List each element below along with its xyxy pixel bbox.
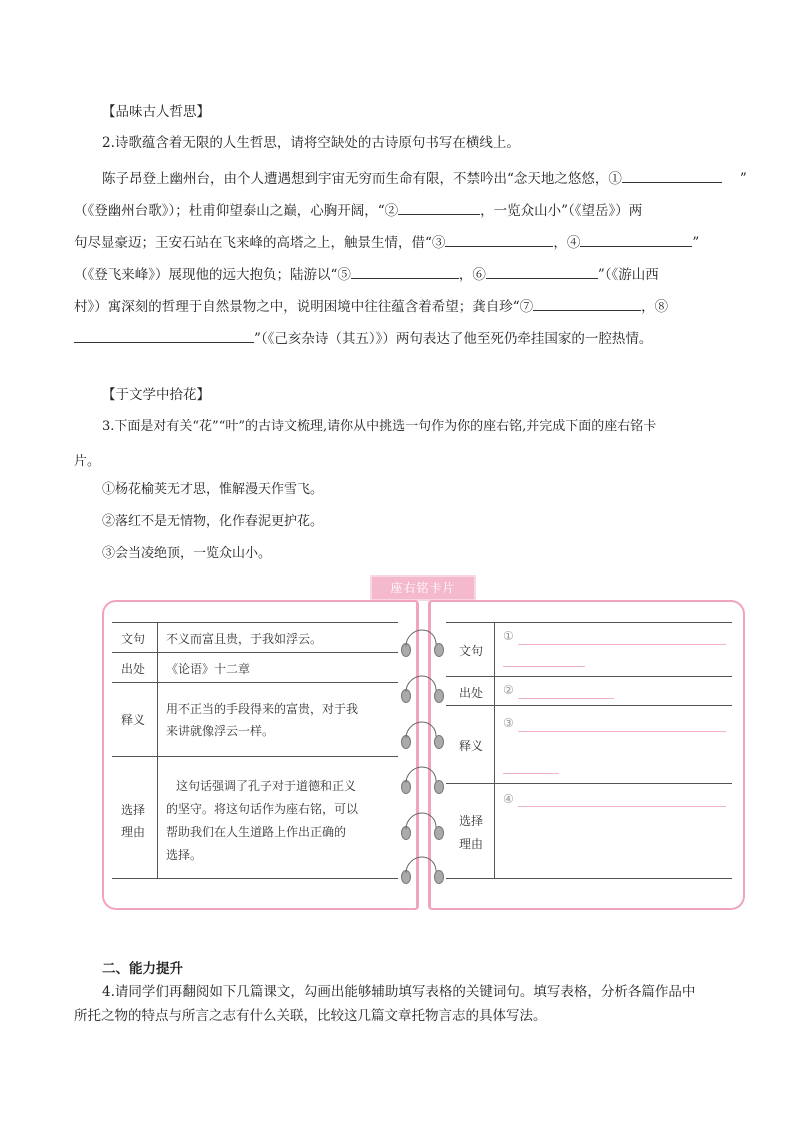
line-text: 陈子昂登上幽州台，由个人遭遇想到宇宙无穷而生命有限，不禁吟出“念天地之悠悠，①	[102, 171, 622, 187]
right-table-line	[446, 622, 732, 623]
line-text: ”	[739, 171, 747, 187]
line-text: 句尽显豪迈；王安石站在飞来峰的高塔之上，触景生情，借“③	[74, 235, 446, 251]
line-text: （《登飞来峰》）展现他的远大抱负；陆游以“⑤	[74, 267, 351, 283]
line-text: ，一览众山小”（《望岳》）两	[480, 203, 643, 219]
blank-7[interactable]	[533, 296, 641, 311]
section-heading-philosophy: 【品味古人哲思】	[102, 104, 210, 120]
left-label-sentence: 文句	[121, 632, 146, 646]
left-value-reason-4: 选择。	[166, 848, 203, 862]
left-value-source: 《论语》十二章	[166, 662, 251, 676]
right-table-line	[446, 878, 732, 879]
blank-8[interactable]	[74, 328, 254, 343]
left-table-line	[112, 756, 398, 757]
left-value-reason-2: 的坚守。将这句话作为座右铭，可以	[166, 802, 359, 816]
left-value-reason-3: 帮助我们在人生道路上作出正确的	[166, 825, 347, 839]
right-num-1: ①	[503, 629, 514, 643]
answer-line-3b[interactable]	[503, 773, 559, 774]
right-label-meaning: 释义	[459, 739, 484, 753]
option-1: ①杨花榆荚无才思，惟解漫天作雪飞。	[102, 482, 324, 497]
left-value-meaning-1: 用不正当的手段得来的富贵，对于我	[166, 702, 359, 716]
question-3-prompt: 3.下面是对有关“花”“叶”的古诗文梳理,请你从中挑选一句作为你的座右铭,并完成下面的座右铭卡	[102, 419, 657, 434]
left-label-source: 出处	[121, 662, 146, 676]
question-4-prompt: 4.请同学们再翻阅如下几篇课文，勾画出能够辅助填写表格的关键词句。填写表格，分析各篇作品中	[102, 984, 696, 1000]
option-3: ③会当凌绝顶，一览众山小。	[102, 546, 272, 561]
blank-6[interactable]	[486, 264, 598, 279]
answer-line-4[interactable]	[518, 806, 726, 807]
blank-5[interactable]	[351, 264, 459, 279]
line-text: 村》）寓深刻的哲理于自然景物之中，说明困境中往往蕴含着希望；龚自珍“⑦	[74, 299, 534, 315]
poem-fill-line-1	[102, 167, 752, 187]
option-2: ②落红不是无情物，化作春泥更护花。	[102, 514, 324, 529]
line-text: （《登幽州台歌》）；杜甫仰望泰山之巅，心胸开阔，“②	[74, 203, 399, 219]
right-table-line	[446, 676, 732, 677]
answer-line-2[interactable]	[518, 698, 614, 699]
left-value-sentence: 不义而富且贵，于我如浮云。	[166, 632, 323, 646]
right-label-sentence: 文句	[459, 644, 484, 658]
answer-line-3a[interactable]	[518, 731, 726, 732]
left-label-reason-2: 理由	[121, 825, 146, 839]
line-text: ”	[692, 235, 700, 251]
poem-fill-line-5	[74, 295, 724, 315]
question-4-prompt-cont: 所托之物的特点与所言之志有什么关联，比较这几篇文章托物言志的具体写法。	[74, 1008, 547, 1024]
poem-fill-line-6	[74, 327, 724, 347]
right-table-line	[446, 705, 732, 706]
poem-fill-line-2	[74, 199, 724, 219]
answer-line-1b[interactable]	[503, 666, 585, 667]
right-table-line	[446, 783, 732, 784]
right-num-4: ④	[503, 792, 514, 806]
right-label-reason-2: 理由	[459, 837, 484, 851]
line-text: ”（《己亥杂诗（其五）》）两句表达了他至死仍牵挂国家的一腔热情。	[254, 331, 653, 347]
section-heading-ability: 二、能力提升	[102, 961, 183, 977]
left-value-reason-1: 这句话强调了孔子对于道德和正义	[176, 779, 357, 793]
blank-2[interactable]	[398, 200, 480, 215]
right-label-reason-1: 选择	[459, 814, 484, 828]
line-text: ，⑧	[641, 299, 669, 315]
right-num-3: ③	[503, 716, 514, 730]
left-table-divider	[157, 622, 158, 878]
blank-1[interactable]	[622, 168, 722, 183]
poem-fill-line-4	[74, 263, 724, 283]
left-table-line	[112, 652, 398, 653]
section-heading-flowers: 【于文学中拾花】	[102, 387, 210, 403]
question-2-prompt: 2.诗歌蕴含着无限的人生哲思，请将空缺处的古诗原句书写在横线上。	[102, 135, 520, 151]
left-table-line	[112, 622, 398, 623]
question-3-prompt-cont: 片。	[74, 454, 101, 469]
line-text: ”（《游山西	[597, 267, 659, 283]
line-text: ，⑥	[458, 267, 486, 283]
card-title: 座右铭卡片	[370, 575, 476, 601]
right-table-divider	[494, 622, 495, 878]
right-label-source: 出处	[459, 686, 484, 700]
line-text: ，④	[553, 235, 581, 251]
right-num-2: ②	[503, 683, 514, 697]
answer-line-1a[interactable]	[518, 644, 726, 645]
poem-fill-line-3	[74, 231, 724, 251]
left-table-line	[112, 878, 398, 879]
blank-3[interactable]	[445, 232, 553, 247]
left-table-line	[112, 682, 398, 683]
left-label-meaning: 释义	[121, 713, 146, 727]
left-value-meaning-2: 来讲就像浮云一样。	[166, 724, 275, 738]
left-label-reason-1: 选择	[121, 803, 146, 817]
blank-4[interactable]	[580, 232, 692, 247]
